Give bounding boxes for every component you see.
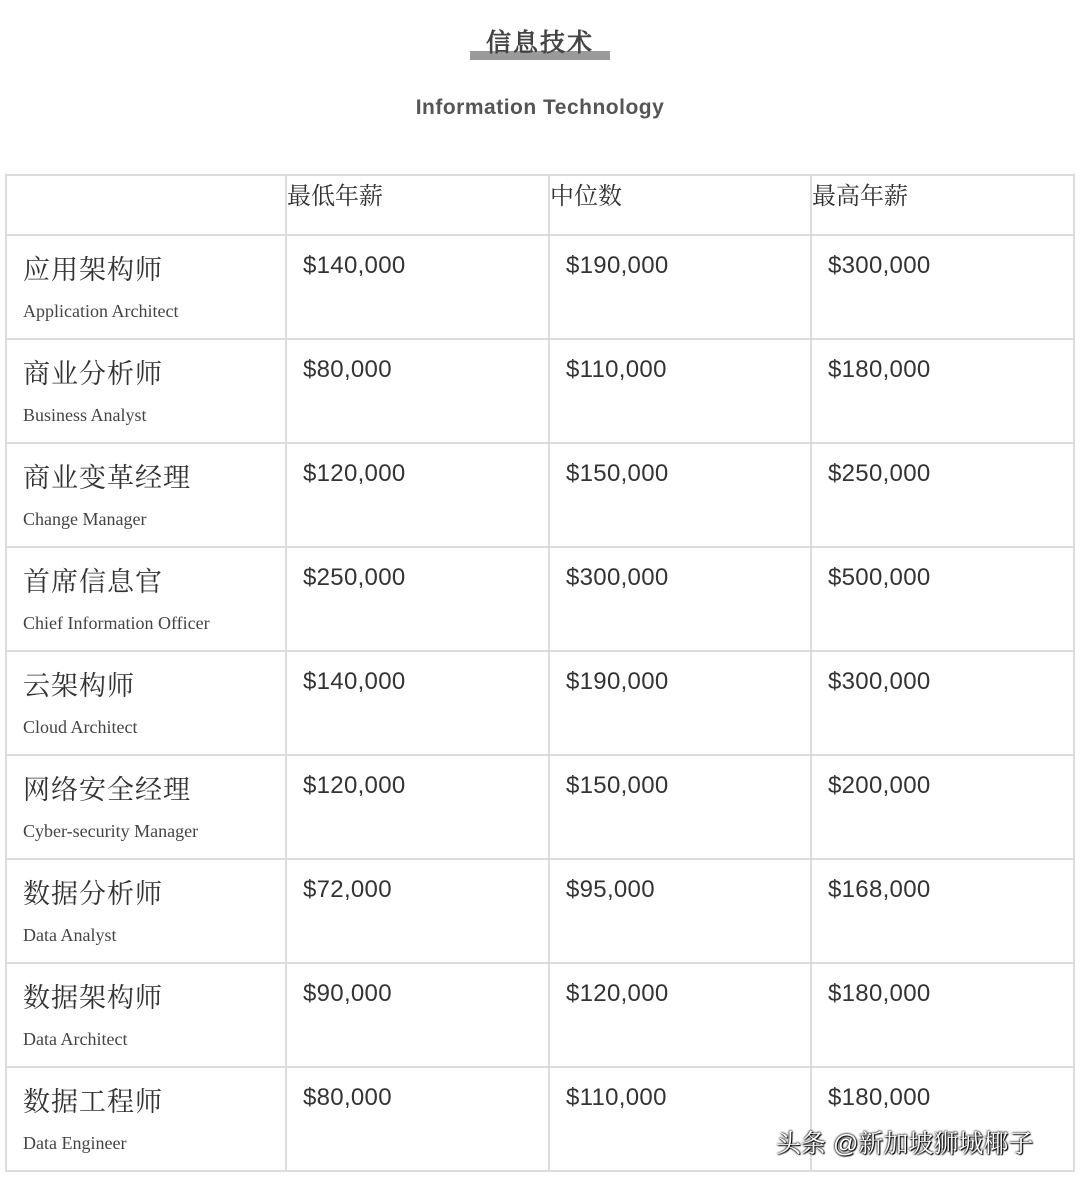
max-salary: $200,000 bbox=[828, 772, 931, 799]
max-cell bbox=[811, 443, 1074, 547]
median-salary: $190,000 bbox=[566, 668, 669, 695]
role-cn: 首席信息官 bbox=[23, 567, 163, 597]
median-salary: $150,000 bbox=[566, 772, 669, 799]
table-row bbox=[6, 235, 1074, 339]
table-header-row bbox=[6, 175, 1074, 235]
median-cell bbox=[549, 547, 811, 651]
role-cell bbox=[6, 755, 286, 859]
median-salary: $95,000 bbox=[566, 876, 655, 903]
min-cell bbox=[286, 339, 549, 443]
min-cell bbox=[286, 963, 549, 1067]
min-cell bbox=[286, 547, 549, 651]
section-title-en: Information Technology bbox=[415, 96, 665, 119]
max-salary: $250,000 bbox=[828, 460, 931, 487]
table-row bbox=[6, 443, 1074, 547]
role-en: Change Manager bbox=[23, 509, 147, 529]
min-cell bbox=[286, 1067, 549, 1171]
role-en: Chief Information Officer bbox=[23, 613, 210, 633]
max-cell bbox=[811, 339, 1074, 443]
role-cn: 云架构师 bbox=[23, 671, 135, 701]
role-cell bbox=[6, 339, 286, 443]
min-salary: $140,000 bbox=[303, 668, 406, 695]
role-en: Cyber-security Manager bbox=[23, 821, 199, 841]
min-cell bbox=[286, 755, 549, 859]
role-cn: 商业变革经理 bbox=[23, 463, 191, 493]
max-salary: $180,000 bbox=[828, 356, 931, 383]
role-en: Data Engineer bbox=[23, 1133, 127, 1153]
role-cell bbox=[6, 1067, 286, 1171]
max-salary: $300,000 bbox=[828, 668, 931, 695]
role-cell bbox=[6, 859, 286, 963]
role-en: Data Architect bbox=[23, 1029, 128, 1049]
min-salary: $250,000 bbox=[303, 564, 406, 591]
role-cell bbox=[6, 235, 286, 339]
watermark: 头条 @新加坡狮城椰子 bbox=[776, 1130, 1034, 1158]
median-cell bbox=[549, 755, 811, 859]
min-cell bbox=[286, 235, 549, 339]
role-en: Business Analyst bbox=[23, 405, 147, 425]
max-salary: $500,000 bbox=[828, 564, 931, 591]
median-cell bbox=[549, 235, 811, 339]
role-cell bbox=[6, 547, 286, 651]
min-cell bbox=[286, 651, 549, 755]
min-salary: $120,000 bbox=[303, 772, 406, 799]
median-salary: $110,000 bbox=[566, 1084, 667, 1111]
table-row bbox=[6, 339, 1074, 443]
max-salary: $180,000 bbox=[828, 1084, 931, 1111]
max-salary: $168,000 bbox=[828, 876, 931, 903]
header-min-salary: 最低年薪 bbox=[286, 175, 549, 235]
min-salary: $80,000 bbox=[303, 356, 392, 383]
role-cell bbox=[6, 963, 286, 1067]
section-title-cn-text: 信息技术 bbox=[485, 29, 594, 57]
role-cn: 数据工程师 bbox=[23, 1087, 163, 1117]
median-cell bbox=[549, 859, 811, 963]
max-cell bbox=[811, 859, 1074, 963]
header-role bbox=[6, 175, 286, 235]
role-cn: 应用架构师 bbox=[23, 255, 163, 285]
table-row bbox=[6, 963, 1074, 1067]
role-cn: 数据分析师 bbox=[23, 879, 163, 909]
max-cell bbox=[811, 651, 1074, 755]
median-cell bbox=[549, 1067, 811, 1171]
min-cell bbox=[286, 859, 549, 963]
min-salary: $140,000 bbox=[303, 252, 406, 279]
table-row bbox=[6, 651, 1074, 755]
header-max-salary: 最高年薪 bbox=[811, 175, 1074, 235]
max-cell bbox=[811, 755, 1074, 859]
median-salary: $150,000 bbox=[566, 460, 669, 487]
min-cell bbox=[286, 443, 549, 547]
role-en: Cloud Architect bbox=[23, 717, 138, 737]
table-row bbox=[6, 859, 1074, 963]
min-salary: $80,000 bbox=[303, 1084, 392, 1111]
max-cell bbox=[811, 547, 1074, 651]
median-cell bbox=[549, 443, 811, 547]
max-salary: $300,000 bbox=[828, 252, 931, 279]
role-cn: 网络安全经理 bbox=[23, 775, 191, 805]
header-median-salary: 中位数 bbox=[549, 175, 811, 235]
min-salary: $90,000 bbox=[303, 980, 392, 1007]
table-row bbox=[6, 755, 1074, 859]
median-cell bbox=[549, 339, 811, 443]
median-salary: $190,000 bbox=[566, 252, 669, 279]
median-cell bbox=[549, 651, 811, 755]
min-salary: $120,000 bbox=[303, 460, 406, 487]
min-salary: $72,000 bbox=[303, 876, 392, 903]
median-salary: $120,000 bbox=[566, 980, 669, 1007]
table-row bbox=[6, 547, 1074, 651]
role-cell bbox=[6, 651, 286, 755]
role-en: Data Analyst bbox=[23, 925, 117, 945]
max-cell bbox=[811, 963, 1074, 1067]
median-salary: $110,000 bbox=[566, 356, 667, 383]
max-cell bbox=[811, 235, 1074, 339]
role-cn: 商业分析师 bbox=[23, 359, 163, 389]
section-title-cn bbox=[470, 26, 610, 60]
max-salary: $180,000 bbox=[828, 980, 931, 1007]
role-en: Application Architect bbox=[23, 301, 179, 321]
median-cell bbox=[549, 963, 811, 1067]
role-cn: 数据架构师 bbox=[23, 983, 163, 1013]
salary-table bbox=[5, 174, 1075, 1172]
role-cell bbox=[6, 443, 286, 547]
median-salary: $300,000 bbox=[566, 564, 669, 591]
section-title-cn-wrap bbox=[0, 26, 1080, 60]
